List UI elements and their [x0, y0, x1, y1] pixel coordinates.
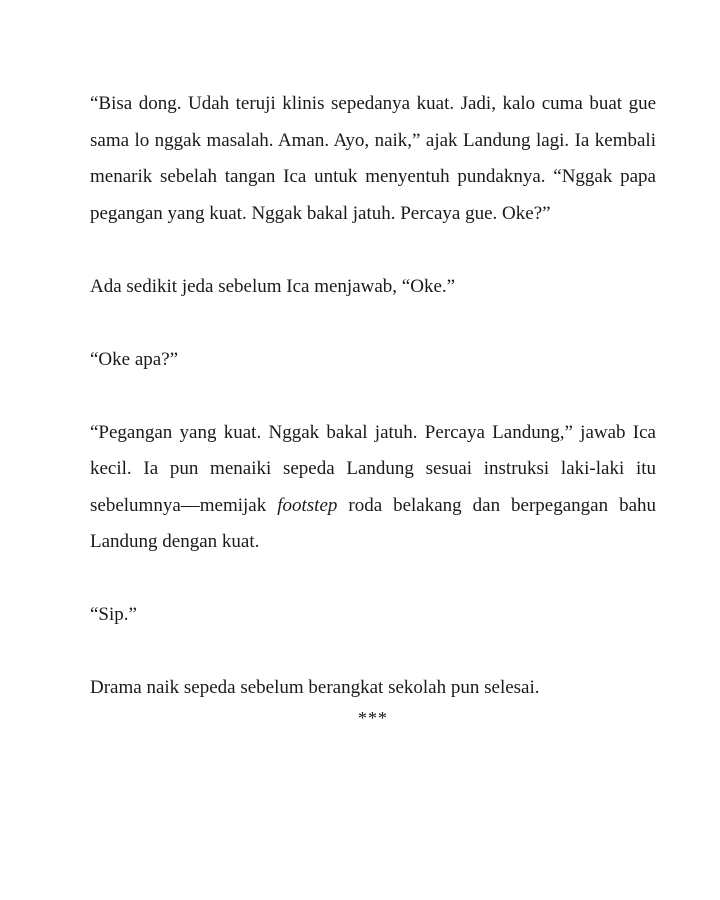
- paragraph-gap: [90, 305, 656, 342]
- paragraph-2: Ada sedikit jeda sebelum Ica menjawab, “Oke.”: [90, 275, 456, 297]
- paragraph-6: Drama naik sepeda sebelum berangkat sekolah pun selesai.: [90, 677, 540, 698]
- paragraph-gap: [90, 378, 656, 415]
- paragraph-5: “Sip.”: [90, 604, 137, 625]
- paragraph-4-italic-term: footstep: [277, 494, 338, 516]
- document-page: [90, 86, 656, 729]
- paragraph-4-text-before: “Pegangan yang kuat. Nggak bakal jatuh. Percaya Landung,” jawab Ica kecil. Ia pun menaiki sepeda Landung sesuai instruksi laki-laki itu sebelumnya—memijak: [90, 421, 656, 516]
- paragraph-3: “Oke apa?”: [90, 348, 179, 370]
- scene-separator: ***: [358, 707, 388, 728]
- paragraph-1: “Bisa dong. Udah teruji klinis sepedanya kuat. Jadi, kalo cuma buat gue sama lo nggak masalah. Aman. Ayo, naik,” ajak Landung lagi. Ia kembali menarik sebelah tangan Ica untuk menyentuh pundaknya. “Nggak papa pegangan yang kuat. Nggak bakal jatuh. Percaya gue. Oke?”: [90, 93, 656, 224]
- paragraph-4-text-after: roda belakang dan berpegangan bahu Landung dengan kuat.: [90, 494, 657, 552]
- paragraph-gap: [90, 634, 656, 671]
- paragraph-gap: [90, 232, 656, 269]
- paragraph-4: [90, 415, 656, 561]
- paragraph-gap: [90, 561, 656, 598]
